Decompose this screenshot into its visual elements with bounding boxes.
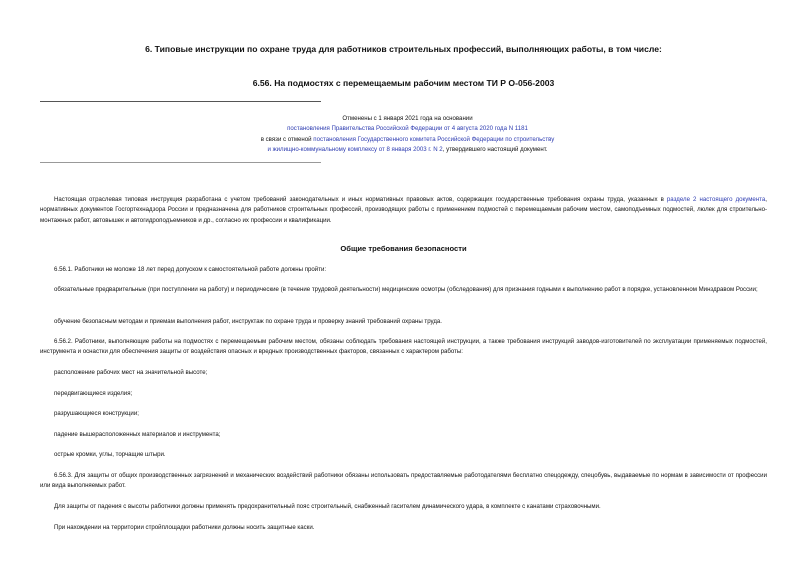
gosstroy-decree-link-cont[interactable]: и жилищно-коммунальному комплексу от 8 января 2003 г. N 2: [267, 145, 443, 153]
intro-text: , нормативных документов Госгортехнадзора России и предназначена для работников строительных профессий, производящих работы с применением подмостей с перемещаемым рабочим местом, самоподъемных подмостей, люлек для строительно-монтажных работ, автовышек и автогидроподъемников и др., согласно их профессии и квалификации.: [40, 196, 767, 224]
paragraph: острые кромки, углы, торчащие штыри.: [54, 451, 166, 458]
paragraph: При нахождении на территории стройплощадки работники должны носить защитные каски.: [54, 524, 315, 531]
status-note-line: [215, 145, 600, 155]
status-note-text: в связи с отменой: [260, 135, 314, 143]
intro-paragraph: [40, 195, 767, 226]
government-decree-link[interactable]: постановления Правительства Российской Федерации от 4 августа 2020 года N 1181: [287, 125, 528, 133]
paragraph: обучение безопасным методам и приемам выполнения работ, инструктаж по охране труда и проверку знаний требований охраны труда.: [54, 318, 443, 325]
document-title: 6.56. На подмостях с перемещаемым рабочим местом ТИ Р О-056-2003: [252, 78, 555, 88]
status-note-line: [215, 135, 600, 145]
paragraph: падение вышерасположенных материалов и инструмента;: [54, 431, 221, 438]
paragraph: передвигающиеся изделия;: [54, 390, 133, 397]
divider-bottom: [40, 162, 321, 163]
gosstroy-decree-link[interactable]: постановления Государственного комитета Российской Федерации по строительству: [313, 135, 555, 143]
paragraph: обязательные предварительные (при поступлении на работу) и периодические (в течение трудовой деятельности) медицинские осмотры (обследования) для признания годными к выполнению работ в порядке, установленном Минздравом России;: [54, 286, 758, 293]
status-note-text: , утвердившего настоящий документ.: [442, 145, 548, 153]
paragraph: 6.56.1. Работники не моложе 18 лет перед допуском к самостоятельной работе должны пройти:: [54, 266, 327, 273]
section-2-link[interactable]: разделе 2 настоящего документа: [666, 196, 766, 203]
status-note-line: Отменены с 1 января 2021 года на основании: [342, 115, 473, 122]
paragraph: 6.56.3. Для защиты от общих производственных загрязнений и механических воздействий работники обязаны использовать предоставляемые работодателями бесплатно спецодежду, спецобувь, выдаваемые по нормам в зависимости от профессии или вида выполняемых работ.: [40, 472, 767, 490]
paragraph: разрушающиеся конструкции;: [54, 410, 139, 417]
paragraph: расположение рабочих мест на значительной высоте;: [54, 369, 208, 376]
divider-top: [40, 101, 321, 102]
paragraph: Для защиты от падения с высоты работники должны применять предохранительный пояс строительный, снабженный гасителем динамического удара, в комплекте с канатами страховочными.: [54, 503, 601, 510]
status-note-line: [215, 124, 600, 134]
intro-text: Настоящая отраслевая типовая инструкция разработана с учетом требований законодательных и иных нормативных правовых актов, содержащих государственные требования охраны труда, указанных в: [54, 196, 667, 203]
section-heading: 6. Типовые инструкции по охране труда для работников строительных профессий, выполняющих работы, в том числе:: [145, 44, 662, 54]
status-note: [215, 114, 600, 155]
paragraph: 6.56.2. Работники, выполняющие работы на подмостях с перемещаемым рабочим местом, обязаны соблюдать требования настоящей инструкции, а также требования инструкций заводов-изготовителей по эксплуатации применяемых подмостей, инструмента и оснастки для обеспечения защиты от воздействия опасных и вредных производственных факторов, связанных с характером работы:: [40, 338, 767, 356]
general-requirements-heading: Общие требования безопасности: [340, 244, 467, 253]
